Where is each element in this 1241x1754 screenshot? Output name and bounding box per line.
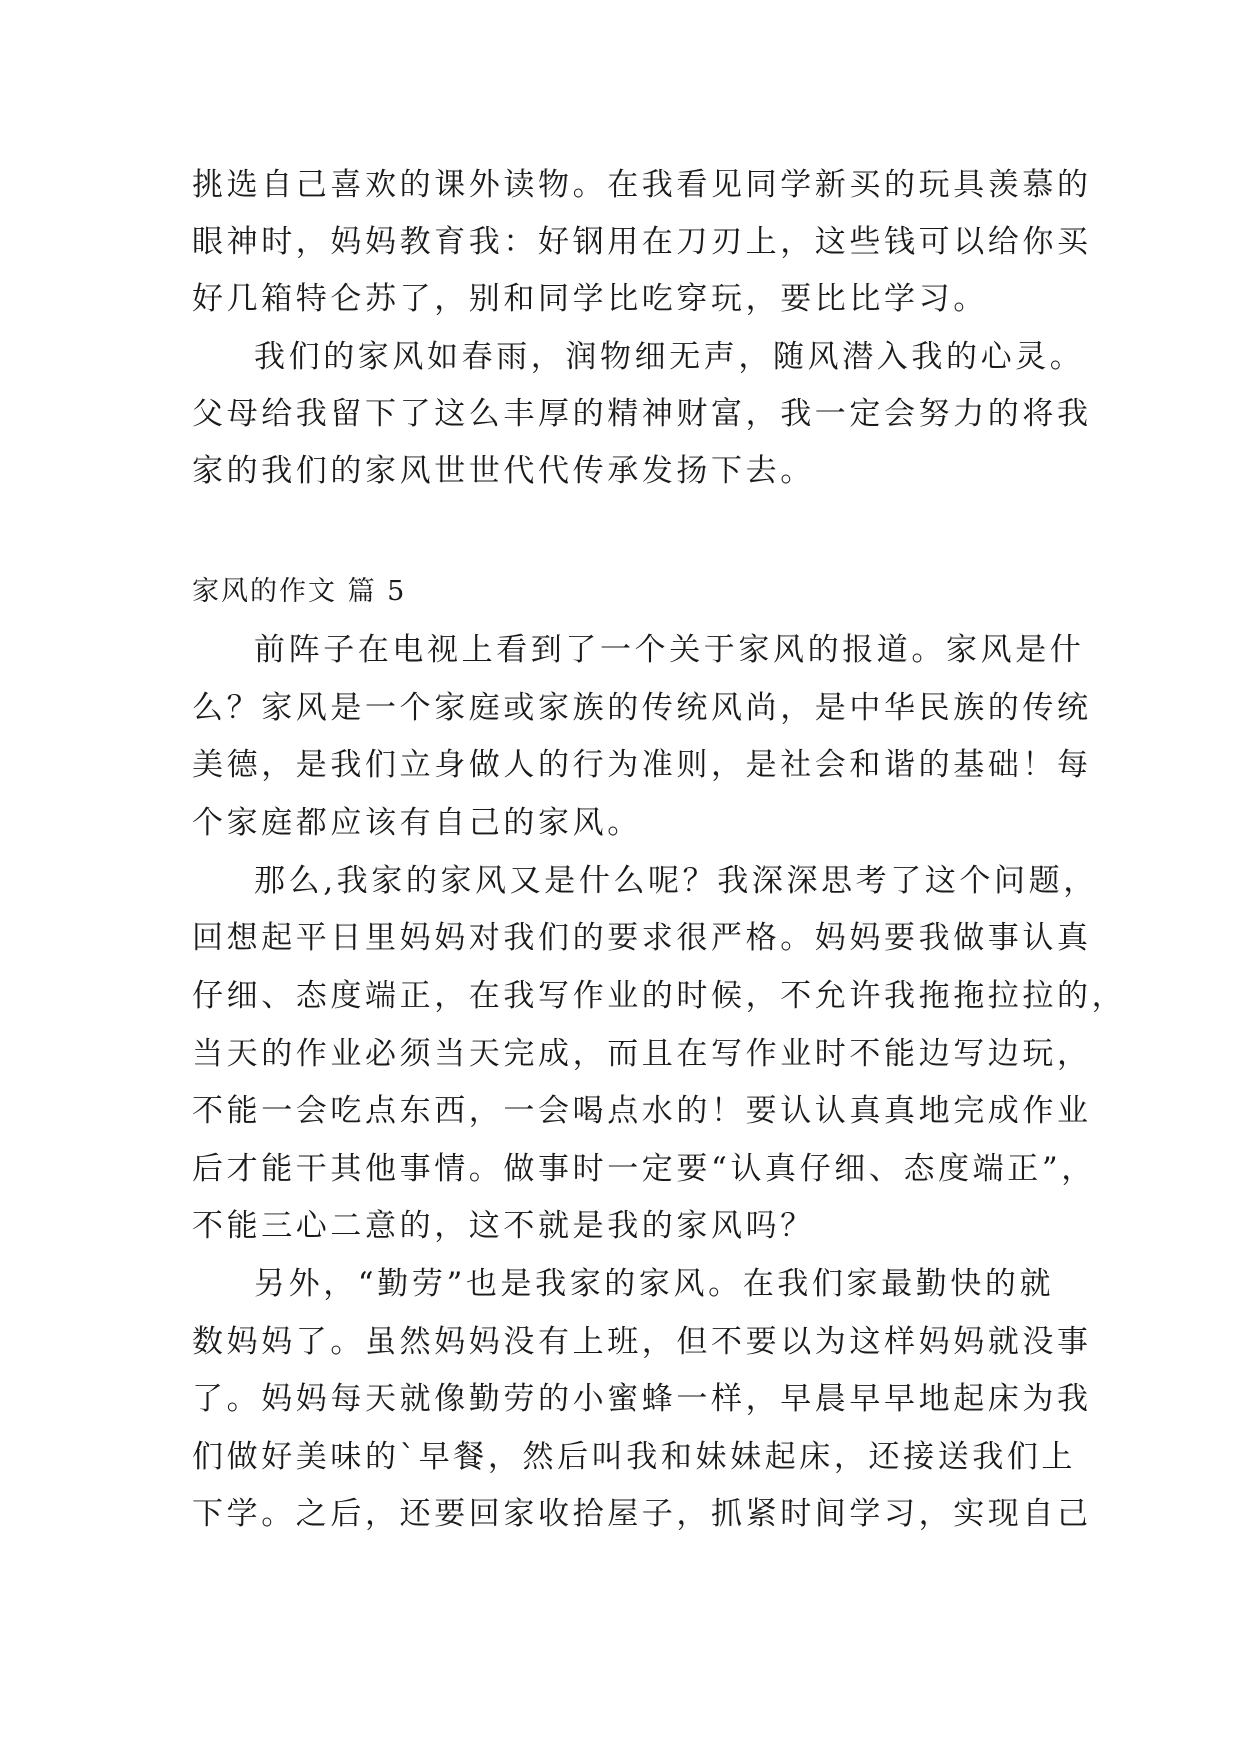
text-line: 下学。之后，还要回家收拾屋子，抓紧时间学习，实现自己 — [192, 1496, 1092, 1532]
text-line: 回想起平日里妈妈对我们的要求很严格。妈妈要我做事认真 — [192, 920, 1092, 956]
text-line: 好几箱特仑苏了，别和同学比吃穿玩，要比比学习。 — [192, 281, 988, 317]
text-line: 么？家风是一个家庭或家族的传统风尚，是中华民族的传统 — [192, 690, 1092, 726]
section-heading: 家风的作文 篇 5 — [192, 576, 407, 607]
text-line: 家的我们的家风世世代代传承发扬下去。 — [192, 453, 815, 489]
text-line: 个家庭都应该有自己的家风。 — [192, 805, 642, 841]
text-line: 那么,我家的家风又是什么呢？我深深思考了这个问题， — [254, 863, 1098, 899]
text-line: 当天的作业必须当天完成，而且在写作业时不能边写边玩， — [192, 1036, 1092, 1072]
text-line: 前阵子在电视上看到了一个关于家风的报道。家风是什 — [254, 632, 1085, 668]
text-line: 仔细、态度端正，在我写作业的时候，不允许我拖拖拉拉的， — [192, 978, 1127, 1014]
text-line: 数妈妈了。虽然妈妈没有上班，但不要以为这样妈妈就没事 — [192, 1324, 1092, 1360]
text-line: 父母给我留下了这么丰厚的精神财富，我一定会努力的将我 — [192, 396, 1092, 432]
text-line: 们做好美味的`早餐，然后叫我和妹妹起床，还接送我们上 — [192, 1439, 1077, 1475]
text-line: 不能三心二意的，这不就是我的家风吗？ — [192, 1208, 815, 1244]
text-line: 另外，“勤劳”也是我家的家风。在我们家最勤快的就 — [254, 1266, 1055, 1302]
text-line: 后才能干其他事情。做事时一定要“认真仔细、态度端正”， — [192, 1151, 1096, 1187]
text-line: 眼神时，妈妈教育我：好钢用在刀刃上，这些钱可以给你买 — [192, 224, 1092, 260]
text-line: 我们的家风如春雨，润物细无声，随风潜入我的心灵。 — [254, 339, 1085, 375]
text-line: 不能一会吃点东西，一会喝点水的！要认认真真地完成作业 — [192, 1093, 1092, 1129]
text-line: 美德，是我们立身做人的行为准则，是社会和谐的基础！每 — [192, 747, 1092, 783]
text-line: 挑选自己喜欢的课外读物。在我看见同学新买的玩具羡慕的 — [192, 167, 1092, 203]
text-line: 了。妈妈每天就像勤劳的小蜜蜂一样，早晨早早地起床为我 — [192, 1381, 1092, 1417]
